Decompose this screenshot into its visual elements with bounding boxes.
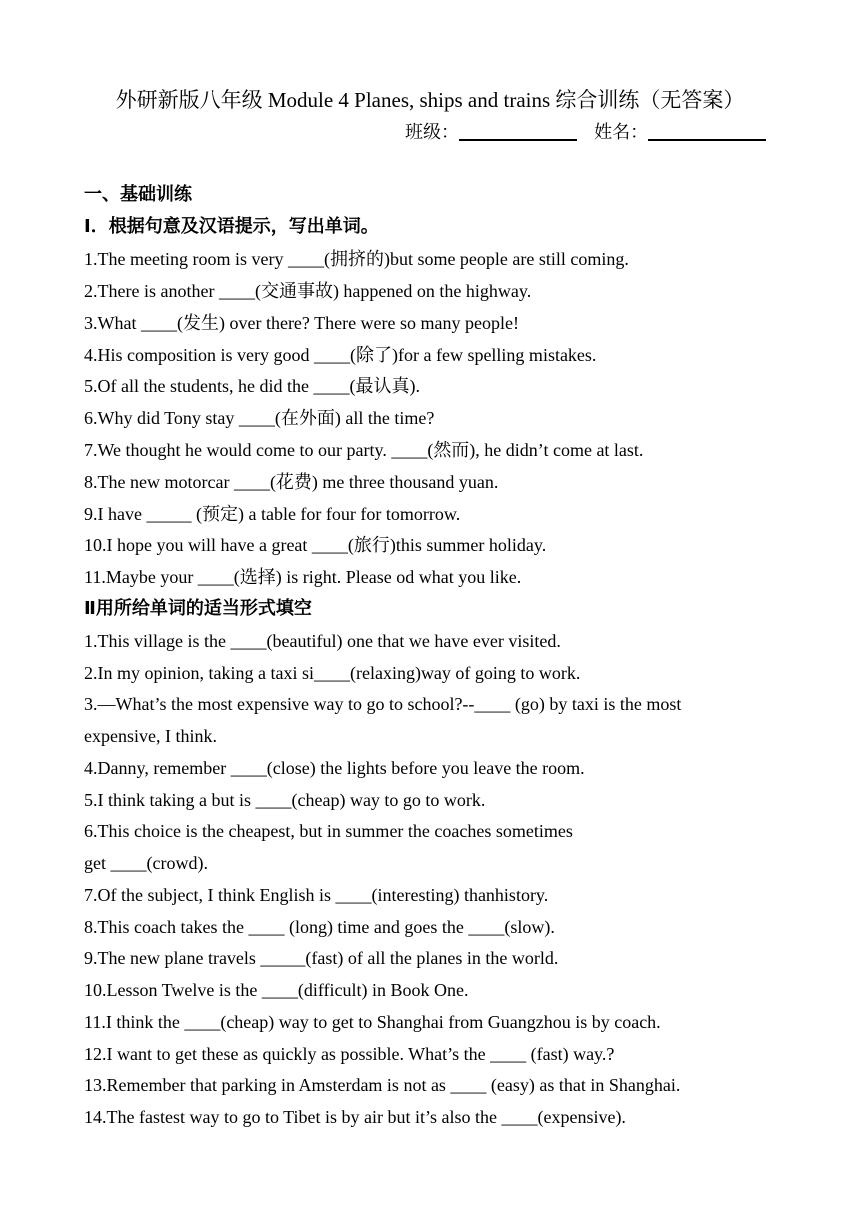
question-line: 11.Maybe your ____(选择) is right. Please od what you like.: [84, 567, 522, 587]
document-title: 外研新版八年级 Module 4 Planes, ships and trains 综合训练（无答案）: [115, 88, 745, 112]
class-label: 班级：: [405, 122, 459, 143]
name-label: 姓名：: [594, 122, 649, 143]
question-line: 3.What ____(发生) over there? There were so many people!: [84, 313, 519, 333]
question-line: get ____(crowd).: [84, 853, 208, 873]
class-blank[interactable]: [459, 119, 577, 141]
part2-heading: Ⅱ用所给单词的适当形式填空: [84, 598, 312, 619]
section-heading: 一、基础训练: [84, 184, 192, 205]
question-line: 11.I think the ____(cheap) way to get to Shanghai from Guangzhou is by coach.: [84, 1012, 661, 1032]
question-line: 12.I want to get these as quickly as possible. What’s the ____ (fast) way.?: [84, 1044, 615, 1064]
question-line: 2.There is another ____(交通事故) happened on the highway.: [84, 281, 532, 301]
question-line: 10.Lesson Twelve is the ____(difficult) in Book One.: [84, 980, 469, 1000]
question-line: 8.This coach takes the ____ (long) time and goes the ____(slow).: [84, 917, 555, 937]
question-line: 6.Why did Tony stay ____(在外面) all the time?: [84, 408, 435, 428]
question-line: 4.Danny, remember ____(close) the lights before you leave the room.: [84, 758, 585, 778]
question-line: 9.The new plane travels _____(fast) of all the planes in the world.: [84, 948, 559, 968]
question-line: expensive, I think.: [84, 726, 217, 746]
question-line: 7.We thought he would come to our party. ____(然而), he didn’t come at last.: [84, 440, 644, 460]
question-line: 1.The meeting room is very ____(拥挤的)but some people are still coming.: [84, 249, 629, 269]
question-line: 6.This choice is the cheapest, but in summer the coaches sometimes: [84, 821, 573, 841]
question-line: 5.I think taking a but is ____(cheap) way to go to work.: [84, 790, 486, 810]
part1-heading: Ⅰ．根据句意及汉语提示，写出单词。: [84, 216, 379, 237]
question-line: 9.I have _____ (预定) a table for four for tomorrow.: [84, 504, 461, 524]
question-line: 1.This village is the ____(beautiful) one that we have ever visited.: [84, 631, 561, 651]
question-line: 8.The new motorcar ____(花费) me three thousand yuan.: [84, 472, 499, 492]
question-line: 5.Of all the students, he did the ____(最认真).: [84, 376, 420, 396]
question-line: 10.I hope you will have a great ____(旅行)this summer holiday.: [84, 535, 547, 555]
question-line: 13.Remember that parking in Amsterdam is not as ____ (easy) as that in Shanghai.: [84, 1075, 681, 1095]
question-line: 4.His composition is very good ____(除了)for a few spelling mistakes.: [84, 345, 597, 365]
class-name-fields: [405, 118, 766, 148]
question-line: 3.—What’s the most expensive way to go to school?--____ (go) by taxi is the most: [84, 694, 682, 714]
question-line: 7.Of the subject, I think English is ____(interesting) thanhistory.: [84, 885, 549, 905]
question-line: 2.In my opinion, taking a taxi si____(relaxing)way of going to work.: [84, 663, 581, 683]
name-blank[interactable]: [648, 119, 766, 141]
question-line: 14.The fastest way to go to Tibet is by air but it’s also the ____(expensive).: [84, 1107, 626, 1127]
